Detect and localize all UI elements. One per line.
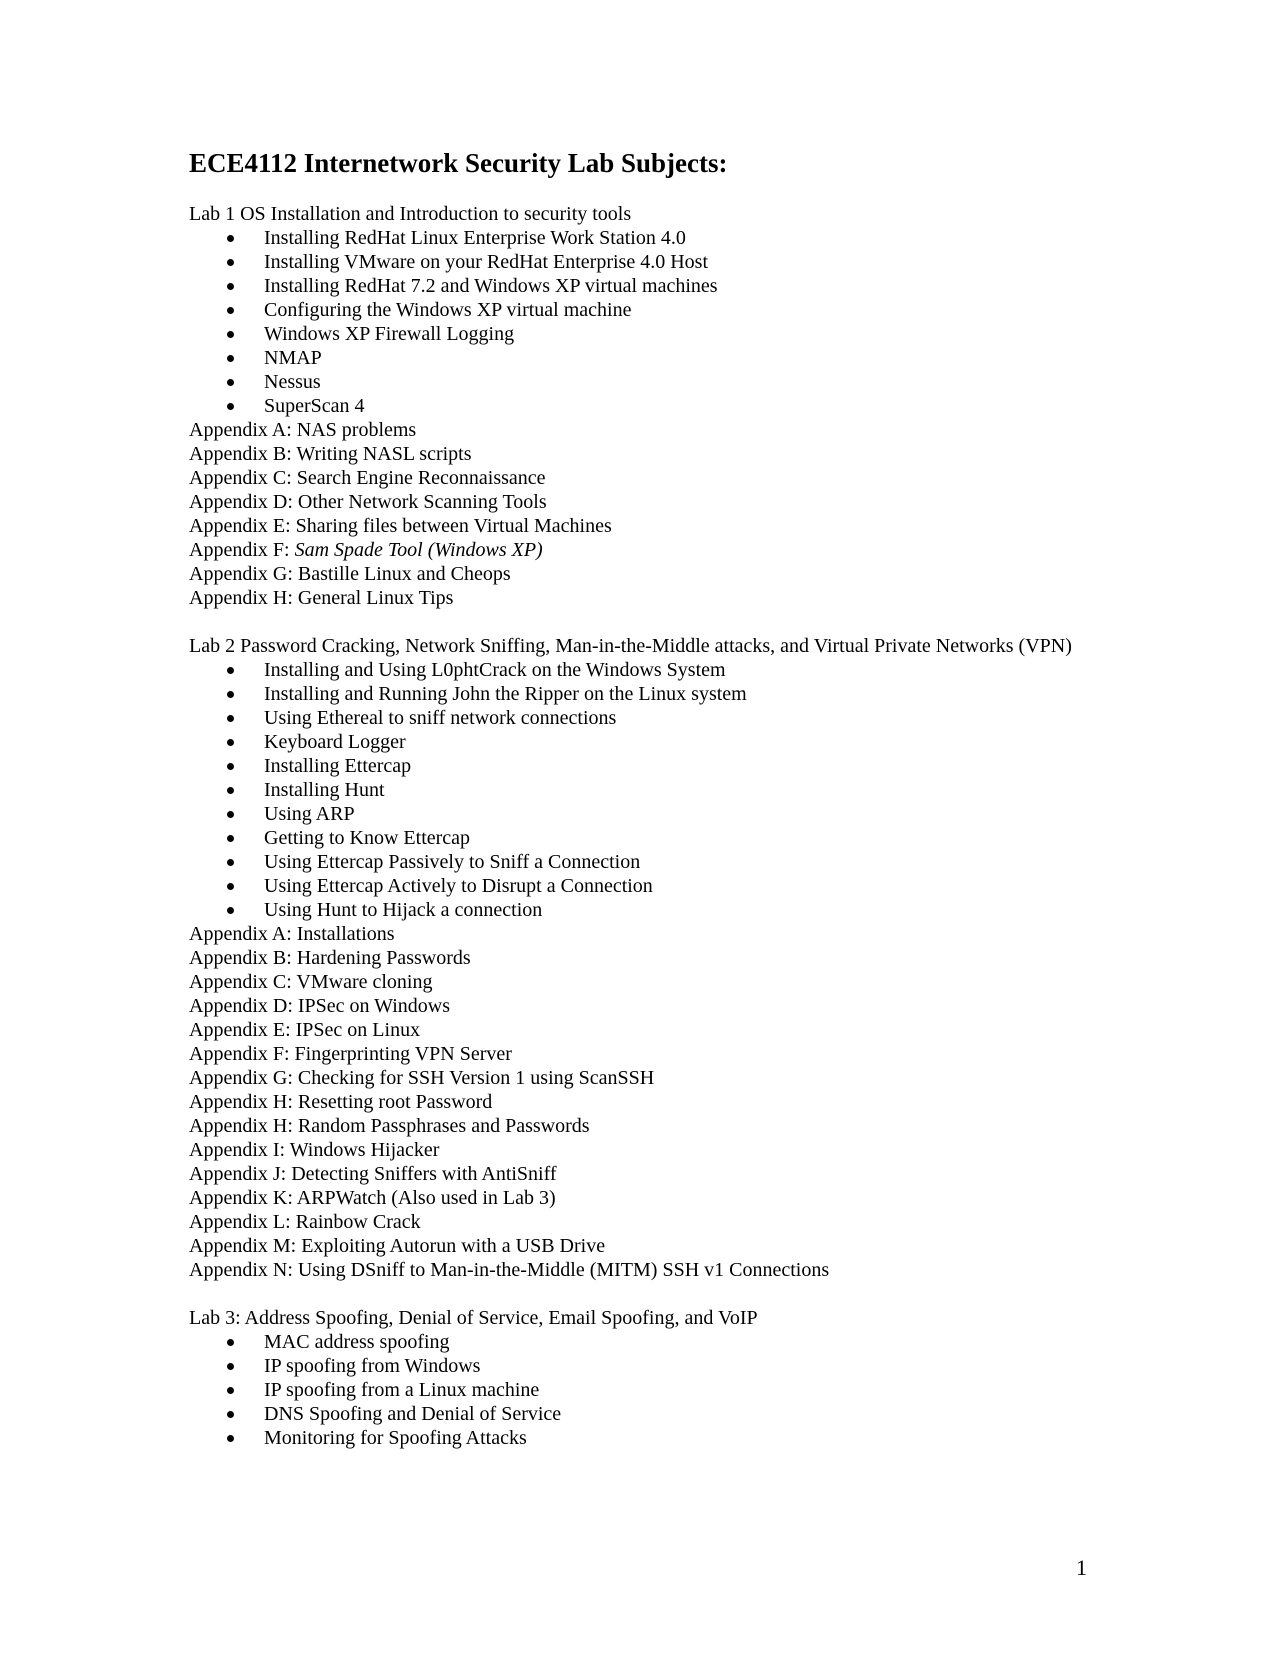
appendix-line: Appendix G: Checking for SSH Version 1 using ScanSSH — [189, 1067, 655, 1089]
lab3-topic-list — [189, 1330, 1089, 1450]
bullet-icon — [227, 715, 234, 722]
list-item — [189, 826, 1089, 850]
list-item-text: Installing VMware on your RedHat Enterprise 4.0 Host — [264, 251, 708, 273]
list-item-text: Using Ettercap Actively to Disrupt a Connection — [264, 875, 653, 897]
list-item — [189, 658, 1089, 682]
appendix-f-italic-title: Sam Spade Tool (Windows XP) — [294, 539, 543, 561]
list-item — [189, 730, 1089, 754]
lab2-topic-list — [189, 658, 1089, 922]
appendix-f-prefix: Appendix F: — [189, 539, 295, 561]
list-item — [189, 898, 1089, 922]
bullet-icon — [227, 907, 234, 914]
appendix-line: Appendix F: Fingerprinting VPN Server — [189, 1043, 512, 1065]
appendix-line: Appendix A: NAS problems — [189, 419, 417, 441]
bullet-icon — [227, 1411, 234, 1418]
appendix-line: Appendix H: Random Passphrases and Passwords — [189, 1115, 590, 1137]
list-item-text: Nessus — [264, 371, 321, 393]
list-item-text: Installing and Running John the Ripper on the Linux system — [264, 683, 747, 705]
list-item-text: Monitoring for Spoofing Attacks — [264, 1427, 527, 1449]
appendix-line: Appendix G: Bastille Linux and Cheops — [189, 563, 511, 585]
appendix-line: Appendix C: VMware cloning — [189, 971, 433, 993]
list-item-text: Using Ethereal to sniff network connections — [264, 707, 617, 729]
appendix-line: Appendix B: Writing NASL scripts — [189, 443, 472, 465]
bullet-icon — [227, 1387, 234, 1394]
list-item — [189, 1378, 1089, 1402]
document-title: ECE4112 Internetwork Security Lab Subjects: — [189, 148, 728, 178]
bullet-icon — [227, 1363, 234, 1370]
list-item-text: Keyboard Logger — [264, 731, 406, 753]
list-item-text: Installing RedHat 7.2 and Windows XP virtual machines — [264, 275, 718, 297]
list-item — [189, 850, 1089, 874]
list-item-text: NMAP — [264, 347, 322, 369]
appendix-line: Appendix E: IPSec on Linux — [189, 1019, 421, 1041]
bullet-icon — [227, 763, 234, 770]
appendix-line: Appendix D: Other Network Scanning Tools — [189, 491, 547, 513]
list-item — [189, 370, 1089, 394]
bullet-icon — [227, 739, 234, 746]
appendix-line: Appendix H: General Linux Tips — [189, 587, 454, 609]
list-item — [189, 274, 1089, 298]
list-item-text: Using ARP — [264, 803, 355, 825]
appendix-line: Appendix K: ARPWatch (Also used in Lab 3) — [189, 1187, 556, 1209]
appendix-line: Appendix A: Installations — [189, 923, 395, 945]
section-spacer — [189, 1282, 1089, 1306]
lab3-heading: Lab 3: Address Spoofing, Denial of Service, Email Spoofing, and VoIP — [189, 1307, 758, 1329]
list-item — [189, 778, 1089, 802]
bullet-icon — [227, 1339, 234, 1346]
list-item — [189, 1426, 1089, 1450]
list-item-text: SuperScan 4 — [264, 395, 365, 417]
list-item — [189, 1354, 1089, 1378]
list-item — [189, 226, 1089, 250]
bullet-icon — [227, 283, 234, 290]
appendix-line-f — [189, 538, 1089, 562]
document-body — [189, 146, 1089, 1450]
appendix-line: Appendix N: Using DSniff to Man-in-the-Middle (MITM) SSH v1 Connections — [189, 1259, 830, 1281]
bullet-icon — [227, 835, 234, 842]
bullet-icon — [227, 403, 234, 410]
list-item-text: Getting to Know Ettercap — [264, 827, 471, 849]
list-item — [189, 754, 1089, 778]
appendix-line: Appendix B: Hardening Passwords — [189, 947, 471, 969]
bullet-icon — [227, 787, 234, 794]
list-item — [189, 706, 1089, 730]
list-item-text: Installing Ettercap — [264, 755, 412, 777]
list-item-text: Installing RedHat Linux Enterprise Work Station 4.0 — [264, 227, 686, 249]
appendix-line: Appendix J: Detecting Sniffers with AntiSniff — [189, 1163, 557, 1185]
list-item-text: Windows XP Firewall Logging — [264, 323, 515, 345]
appendix-line: Appendix D: IPSec on Windows — [189, 995, 451, 1017]
list-item — [189, 250, 1089, 274]
bullet-icon — [227, 667, 234, 674]
lab1-heading: Lab 1 OS Installation and Introduction to security tools — [189, 203, 632, 225]
bullet-icon — [227, 331, 234, 338]
list-item-text: IP spoofing from Windows — [264, 1355, 481, 1377]
list-item — [189, 346, 1089, 370]
list-item — [189, 322, 1089, 346]
page-number: 1 — [1076, 1555, 1087, 1580]
list-item-text: IP spoofing from a Linux machine — [264, 1379, 540, 1401]
list-item — [189, 298, 1089, 322]
list-item-text: Configuring the Windows XP virtual machine — [264, 299, 632, 321]
appendix-line: Appendix H: Resetting root Password — [189, 1091, 493, 1113]
bullet-icon — [227, 379, 234, 386]
lab1-topic-list — [189, 226, 1089, 418]
list-item-text: Using Ettercap Passively to Sniff a Connection — [264, 851, 641, 873]
bullet-icon — [227, 811, 234, 818]
bullet-icon — [227, 1435, 234, 1442]
list-item — [189, 874, 1089, 898]
appendix-line: Appendix C: Search Engine Reconnaissance — [189, 467, 546, 489]
list-item-text: DNS Spoofing and Denial of Service — [264, 1403, 562, 1425]
appendix-line: Appendix L: Rainbow Crack — [189, 1211, 421, 1233]
bullet-icon — [227, 859, 234, 866]
list-item-text: MAC address spoofing — [264, 1331, 450, 1353]
appendix-line: Appendix M: Exploiting Autorun with a USB Drive — [189, 1235, 606, 1257]
appendix-line: Appendix I: Windows Hijacker — [189, 1139, 440, 1161]
list-item-text: Installing and Using L0phtCrack on the Windows System — [264, 659, 726, 681]
bullet-icon — [227, 355, 234, 362]
section-spacer — [189, 610, 1089, 634]
list-item — [189, 1330, 1089, 1354]
appendix-line: Appendix E: Sharing files between Virtual Machines — [189, 515, 612, 537]
list-item — [189, 682, 1089, 706]
lab2-heading: Lab 2 Password Cracking, Network Sniffing, Man-in-the-Middle attacks, and Virtual Private Networks (VPN) — [189, 635, 1072, 657]
list-item — [189, 1402, 1089, 1426]
bullet-icon — [227, 883, 234, 890]
bullet-icon — [227, 691, 234, 698]
list-item-text: Using Hunt to Hijack a connection — [264, 899, 543, 921]
list-item — [189, 802, 1089, 826]
list-item-text: Installing Hunt — [264, 779, 385, 801]
list-item — [189, 394, 1089, 418]
bullet-icon — [227, 235, 234, 242]
bullet-icon — [227, 259, 234, 266]
bullet-icon — [227, 307, 234, 314]
